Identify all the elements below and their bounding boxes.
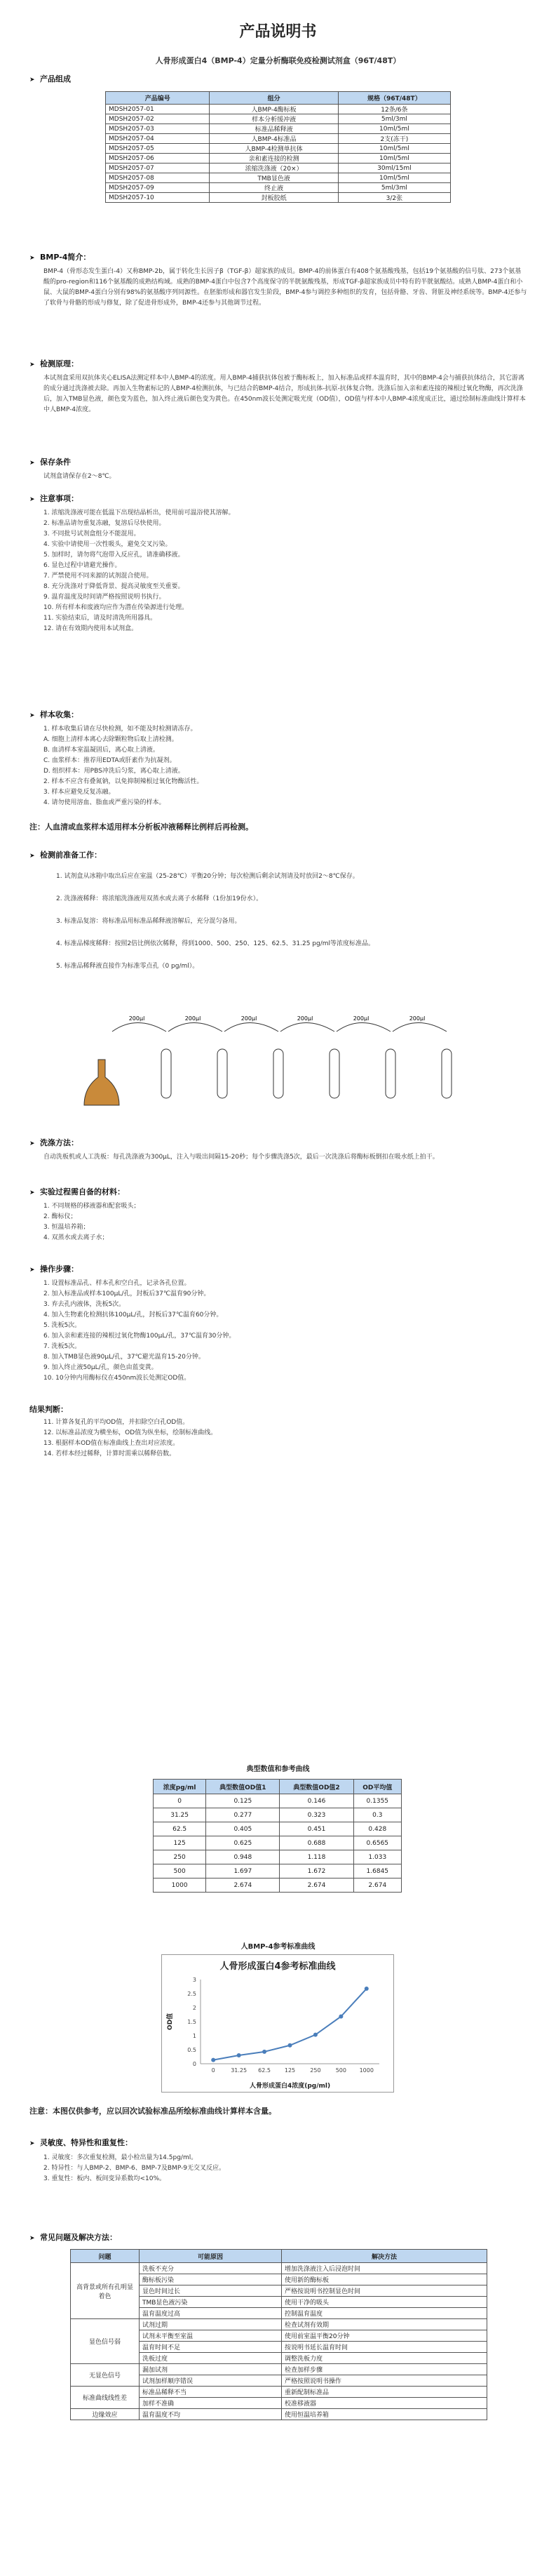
table-row <box>106 193 451 203</box>
table-cell: 试剂未平衡至室温 <box>140 2330 282 2342</box>
table-header: 规格（96T/48T） <box>338 92 450 105</box>
y-tick-label: 2 <box>192 2005 196 2011</box>
list-item: 2. 洗涤液稀释：将浓缩洗涤液用双蒸水或去离子水稀释（1份加19份水）。 <box>56 895 263 902</box>
section-heading: 灵敏度、特异性和重复性： <box>40 2138 133 2147</box>
table-cell: 使用前室温平衡20分钟 <box>282 2330 487 2342</box>
table-row <box>106 114 451 124</box>
table-cell: TMB显色液污染 <box>140 2297 282 2308</box>
table-cell: MDSH2057-08 <box>106 173 210 183</box>
bullet-icon: ➤ <box>29 853 35 860</box>
table-cell: 0.277 <box>206 1808 280 1822</box>
list-item: 2. 特异性：与人BMP-2、BMP-6、BMP-7及BMP-9无交叉反应。 <box>43 2165 226 2172</box>
table-cell: 0 <box>154 1794 206 1808</box>
list-item: 6. 显色过程中请避光操作。 <box>43 562 121 569</box>
section-heading: 洗涤方法： <box>40 1138 79 1147</box>
list-item: B. 血清样本室温凝固后，离心取上清液。 <box>43 747 159 754</box>
table-cell: MDSH2057-09 <box>106 183 210 193</box>
table-cell: 10ml/5ml <box>338 124 450 134</box>
table-cell: MDSH2057-06 <box>106 154 210 163</box>
table-cell: 亲和素连接的检测 <box>210 154 338 163</box>
table-cell: 2支(冻干) <box>338 134 450 144</box>
table-cell: 500 <box>154 1864 206 1878</box>
table-row <box>154 1836 402 1850</box>
list-item: 1. 试剂盒从冰箱中取出后应在室温（25-28℃）平衡20分钟；每次检测后剩余试剂请及时放回2～8℃保存。 <box>56 873 359 880</box>
section-precautions <box>29 493 79 504</box>
table-row <box>154 1850 402 1864</box>
list-item: 11. 实验结束后，请及时清洗所用器具。 <box>43 615 157 622</box>
table-cell: MDSH2057-03 <box>106 124 210 134</box>
list-item: 4. 双蒸水或去离子水； <box>43 1234 109 1241</box>
table-cell: 0.323 <box>280 1808 353 1822</box>
troubleshoot-table <box>70 2249 487 2420</box>
table-cell: MDSH2057-02 <box>106 114 210 124</box>
table-header: 可能原因 <box>140 2250 282 2263</box>
table-cell: 1.118 <box>280 1850 353 1864</box>
table-cell: 温育时间不足 <box>140 2342 282 2353</box>
section-heading: 实验过程需自备的材料： <box>40 1187 125 1196</box>
section-heading: 保存条件 <box>40 458 71 467</box>
table-row <box>154 1808 402 1822</box>
table-row <box>106 173 451 183</box>
problem-cell: 边缘效应 <box>71 2409 140 2420</box>
transfer-arrow <box>337 1023 391 1032</box>
table-cell: 250 <box>154 1850 206 1864</box>
chart-title: 人骨形成蛋白4参考标准曲线 <box>219 1961 336 1972</box>
table-cell: 控制温育温度 <box>282 2308 487 2319</box>
table-cell: 加样不准确 <box>140 2398 282 2409</box>
data-point <box>237 2053 241 2057</box>
list-item: 1. 设置标准品孔、样本孔和空白孔，记录各孔位置。 <box>43 1280 191 1287</box>
list-item: 5. 标准品稀释液直接作为标准零点孔（0 pg/ml）。 <box>56 963 199 970</box>
table-cell: 使用干净的吸头 <box>282 2297 487 2308</box>
x-tick-label: 62.5 <box>258 2067 271 2074</box>
table-row <box>71 2364 487 2375</box>
list-item: 6. 加入亲和素连接的辣根过氧化物酶100μL/孔，37℃温育30分钟。 <box>43 1333 236 1340</box>
list-item: 9. 温育温度及时间请严格按照说明书执行。 <box>43 594 165 601</box>
table-cell: 1.672 <box>280 1864 353 1878</box>
section-composition <box>29 73 71 84</box>
y-tick-label: 1.5 <box>187 2019 196 2025</box>
section-heading: 检测原理： <box>40 359 79 368</box>
x-tick-label: 125 <box>284 2067 296 2074</box>
list-item: 10. 所有样本和废液均应作为潜在传染源进行处理。 <box>43 604 189 611</box>
table-cell: 标准品稀释不当 <box>140 2387 282 2398</box>
table-cell: 洗板不充分 <box>140 2263 282 2274</box>
transfer-arrow <box>112 1023 166 1032</box>
table-cell: 2.674 <box>206 1878 280 1893</box>
tube-label: 200μl <box>184 1015 201 1022</box>
list-item: 4. 标准品梯度稀释：按照2倍比例依次稀释，得到1000、500、250、125、62.5、31.25 pg/ml等浓度标准品。 <box>56 940 375 947</box>
section-wash <box>29 1137 79 1148</box>
list-item: 2. 酶标仪； <box>43 1213 77 1220</box>
table-row <box>106 134 451 144</box>
table-cell: 1000 <box>154 1878 206 1893</box>
table-header: 典型数值OD值2 <box>280 1780 353 1794</box>
table-row <box>154 1794 402 1808</box>
table-row <box>71 2409 487 2420</box>
flask-icon <box>84 1060 119 1105</box>
section-troubleshoot <box>29 2231 117 2243</box>
y-axis-label: OD值 <box>167 2013 174 2031</box>
list-item: 12. 请在有效期内使用本试剂盒。 <box>43 625 138 632</box>
list-item: 3. 恒温培养箱； <box>43 1224 90 1231</box>
section-storage <box>29 456 71 467</box>
bullet-icon: ➤ <box>29 361 35 368</box>
tube-icon <box>273 1049 283 1098</box>
y-tick-label: 0.5 <box>187 2047 196 2053</box>
list-item: 3. 重复性：板内、板间变异系数均<10%。 <box>43 2175 165 2182</box>
transfer-arrow <box>168 1023 222 1032</box>
sample-list <box>43 724 527 808</box>
sensitivity-list <box>43 2153 527 2184</box>
table-row <box>154 1878 402 1893</box>
list-item: 5. 加样时，请勿将气泡带入反应孔，请准确移液。 <box>43 552 184 559</box>
table-cell: 1.033 <box>353 1850 401 1864</box>
list-item: 13. 根据样本OD值在标准曲线上查出对应浓度。 <box>43 1440 179 1447</box>
table-row <box>106 124 451 134</box>
table-cell: MDSH2057-05 <box>106 144 210 154</box>
list-item: 4. 请勿使用溶血、脂血或严重污染的样本。 <box>43 799 165 806</box>
sample-note: 注：人血清或血浆样本适用样本分析板冲液稀释比例样后再检测。 <box>29 822 253 832</box>
table-cell: 封板胶纸 <box>210 193 338 203</box>
principle-text: 本试剂盒采用双抗体夹心ELISA法测定样本中人BMP-4的浓度。用人BMP-4捕获抗体包被于酶标板上，加入标准品或样本温育时，其中的BMP-4会与捕获抗体结合，其它游离的成分通过洗涤被去除。再加入生物素标记的人BMP-4检测抗体，与已结合的BMP-4结合，形成抗体-抗原-抗体复合物。洗涤后加入亲和素连接的辣根过氧化物酶，再次洗涤后，加入TMB显色液，颜色变为蓝色，加入终止液后颜色变为黄色。在450nm波长处测定吸光度（OD值），OD值与样本中人BMP-4浓度成正比，通过绘制标准曲线计算样本中人BMP-4浓度。 <box>43 375 526 413</box>
bullet-icon: ➤ <box>29 1140 35 1147</box>
list-item: 7. 严禁使用不同来源的试剂混合使用。 <box>43 573 153 580</box>
table-header: 解决方法 <box>282 2250 487 2263</box>
table-header: 典型数值OD值1 <box>206 1780 280 1794</box>
section-heading: 样本收集： <box>40 710 79 719</box>
table-cell: 3/2张 <box>338 193 450 203</box>
table-cell: 0.688 <box>280 1836 353 1850</box>
tube-label: 200μl <box>297 1015 313 1022</box>
x-tick-label: 500 <box>335 2067 346 2074</box>
table-cell: 调整洗板力度 <box>282 2353 487 2364</box>
bullet-icon: ➤ <box>29 76 35 84</box>
chart-caption: 人BMP-4参考标准曲线 <box>240 1943 316 1951</box>
wash-text: 自动洗板机或人工洗板：每孔洗涤液为300μL，注入与吸出间隔15-20秒；每个步骤洗涤5次，最后一次洗涤后将酶标板倒扣在吸水纸上拍干。 <box>43 1154 439 1161</box>
tube-icon <box>442 1049 452 1098</box>
table-row <box>71 2319 487 2330</box>
table-row <box>106 144 451 154</box>
tube-label: 200μl <box>240 1015 257 1022</box>
table-cell: 0.451 <box>280 1822 353 1836</box>
section-prep <box>29 849 102 860</box>
list-item: 11. 计算各复孔的平均OD值，并扣除空白孔OD值。 <box>43 1419 189 1426</box>
section-heading: 注意事项： <box>40 494 79 503</box>
list-item: 4. 实验中请使用一次性吸头，避免交叉污染。 <box>43 541 172 548</box>
data-point <box>313 2033 318 2037</box>
table-cell: 试剂加样顺序错误 <box>140 2375 282 2387</box>
materials-list <box>43 1201 527 1243</box>
data-point <box>288 2043 292 2048</box>
table-cell: 12条/6条 <box>338 105 450 114</box>
table-cell: 人BMP-4标准品 <box>210 134 338 144</box>
table-cell: 温育温度过高 <box>140 2308 282 2319</box>
ref-caption: 典型数值和参考曲线 <box>246 1766 310 1773</box>
x-tick-label: 0 <box>211 2067 215 2074</box>
chart-note: 注意：本图仅供参考，应以回次试验标准品所绘标准曲线计算样本含量。 <box>29 2107 276 2116</box>
table-cell: 按说明书延长温育时间 <box>282 2342 487 2353</box>
table-cell: 2.674 <box>280 1878 353 1893</box>
table-cell: 洗板过度 <box>140 2353 282 2364</box>
tube-icon <box>161 1049 171 1098</box>
table-cell: 0.405 <box>206 1822 280 1836</box>
data-point <box>262 2050 266 2054</box>
section-heading: BMP-4简介： <box>40 253 91 262</box>
list-item: 3. 标准品复溶：将标准品用标准品稀释液溶解后，充分混匀备用。 <box>56 918 241 925</box>
table-cell: 62.5 <box>154 1822 206 1836</box>
section-heading: 检测前准备工作： <box>40 850 102 860</box>
bullet-icon: ➤ <box>29 496 35 503</box>
table-cell: 0.625 <box>206 1836 280 1850</box>
problem-cell: 高背景或所有孔明显着色 <box>71 2263 140 2319</box>
table-cell: 严格按说明书控制显色时间 <box>282 2285 487 2297</box>
list-item: C. 血浆样本：推荐用EDTA或肝素作为抗凝剂。 <box>43 757 176 764</box>
list-item: 14. 若样本经过稀释，计算时需乘以稀释倍数。 <box>43 1450 176 1457</box>
problem-cell: 显色信号弱 <box>71 2319 140 2364</box>
list-item: 3. 样本应避免反复冻融。 <box>43 789 115 796</box>
table-cell: 10ml/5ml <box>338 173 450 183</box>
tube-icon <box>386 1049 395 1098</box>
data-point <box>339 2015 343 2019</box>
page-subtitle: 人骨形成蛋白4（BMP-4）定量分析酶联免疫检测试剂盒（96T/48T） <box>155 56 401 65</box>
table-cell: MDSH2057-01 <box>106 105 210 114</box>
transfer-arrow <box>393 1023 447 1032</box>
table-cell: 1.6845 <box>353 1864 401 1878</box>
table-row <box>71 2263 487 2274</box>
list-item: 2. 加入标准品或样本100μL/孔，封板后37℃温育90分钟。 <box>43 1290 210 1297</box>
list-item: 2. 标准品请勿重复冻融，复溶后尽快使用。 <box>43 520 165 527</box>
table-cell: 试剂过期 <box>140 2319 282 2330</box>
table-cell: 30ml/15ml <box>338 163 450 173</box>
list-item: 1. 浓缩洗涤液可能在低温下出现结晶析出，使用前可温浴使其溶解。 <box>43 509 235 516</box>
tube-label: 200μl <box>409 1015 426 1022</box>
table-cell: 0.1355 <box>353 1794 401 1808</box>
bullet-icon: ➤ <box>29 2235 35 2242</box>
bullet-icon: ➤ <box>29 2140 35 2147</box>
table-cell: 31.25 <box>154 1808 206 1822</box>
table-cell: 重新配制标准品 <box>282 2387 487 2398</box>
list-item: 7. 洗板5次。 <box>43 1343 81 1350</box>
table-cell: 使用新的酶标板 <box>282 2274 487 2285</box>
table-cell: 0.948 <box>206 1850 280 1864</box>
list-item: 3. 弃去孔内液体，洗板5次。 <box>43 1301 126 1308</box>
table-cell: 0.3 <box>353 1808 401 1822</box>
table-cell: 标准品稀释液 <box>210 124 338 134</box>
table-row <box>154 1864 402 1878</box>
table-cell: 人BMP-4检测单抗体 <box>210 144 338 154</box>
precautions-list <box>43 508 527 634</box>
table-header: 组分 <box>210 92 338 105</box>
table-cell: 温育温度不均 <box>140 2409 282 2420</box>
section-heading: 操作步骤： <box>40 1264 79 1274</box>
list-item: 8. 加入TMB显色液90μL/孔，37℃避光温育15-20分钟。 <box>43 1354 205 1361</box>
table-row <box>154 1822 402 1836</box>
section-materials <box>29 1186 125 1197</box>
table-cell: 浓缩洗涤液（20×） <box>210 163 338 173</box>
table-cell: 2.674 <box>353 1878 401 1893</box>
list-item: 4. 加入生物素化检测抗体100μL/孔，封板后37℃温育60分钟。 <box>43 1312 223 1319</box>
section-heading: 常见问题及解决方法： <box>40 2233 117 2242</box>
table-cell: 125 <box>154 1836 206 1850</box>
list-item: 3. 不同批号试剂盒组分不能混用。 <box>43 530 140 538</box>
steps-list <box>43 1279 527 1384</box>
bullet-icon: ➤ <box>29 1267 35 1274</box>
bullet-icon: ➤ <box>29 1189 35 1196</box>
table-cell: 5ml/3ml <box>338 183 450 193</box>
table-cell: 漏加试剂 <box>140 2364 282 2375</box>
list-item: D. 组织样本：用PBS冲洗后匀浆，离心取上清液。 <box>43 768 184 775</box>
x-tick-label: 31.25 <box>231 2067 248 2074</box>
tube-label: 200μl <box>353 1015 369 1022</box>
table-cell: MDSH2057-04 <box>106 134 210 144</box>
table-cell: 检查加样步骤 <box>282 2364 487 2375</box>
list-item: 8. 充分洗涤对于降低背景、提高灵敏度至关重要。 <box>43 583 184 590</box>
table-cell: MDSH2057-10 <box>106 193 210 203</box>
table-row <box>71 2387 487 2398</box>
data-point <box>211 2058 215 2062</box>
table-cell: 0.428 <box>353 1822 401 1836</box>
table-cell: 使用恒温培养箱 <box>282 2409 487 2420</box>
x-tick-label: 250 <box>310 2067 321 2074</box>
transfer-arrow <box>280 1023 334 1032</box>
table-row <box>106 183 451 193</box>
table-cell: 样本分析缓冲液 <box>210 114 338 124</box>
reference-table <box>153 1779 402 1893</box>
composition-table <box>105 91 451 203</box>
table-cell: TMB显色液 <box>210 173 338 183</box>
table-cell: 0.125 <box>206 1794 280 1808</box>
tube-icon <box>330 1049 339 1098</box>
table-cell: 增加洗涤液注入后浸泡时间 <box>282 2263 487 2274</box>
table-cell: 校准移液器 <box>282 2398 487 2409</box>
data-point <box>365 1987 369 1991</box>
table-cell: 5ml/3ml <box>338 114 450 124</box>
page-title: 产品说明书 <box>239 23 317 41</box>
storage-text: 试剂盒请保存在2～8℃。 <box>43 473 116 480</box>
table-cell: 人BMP-4酶标板 <box>210 105 338 114</box>
table-cell: 10ml/5ml <box>338 144 450 154</box>
y-tick-label: 0 <box>192 2061 196 2067</box>
list-item: 1. 灵敏度：多次重复检测，最小检出量为14.5pg/ml。 <box>43 2154 198 2161</box>
problem-cell: 标准曲线线性差 <box>71 2387 140 2409</box>
table-header: 问题 <box>71 2250 140 2263</box>
tube-icon <box>217 1049 227 1098</box>
y-tick-label: 2.5 <box>187 1991 196 1997</box>
table-cell: 酶标板污染 <box>140 2274 282 2285</box>
table-cell: 检查试剂有效期 <box>282 2319 487 2330</box>
section-calc <box>29 1403 68 1415</box>
y-tick-label: 1 <box>192 2033 196 2039</box>
problem-cell: 无显色信号 <box>71 2364 140 2387</box>
section-sensitivity <box>29 2137 133 2148</box>
list-item: 10. 10分钟内用酶标仪在450nm波长处测定OD值。 <box>43 1375 191 1382</box>
table-row <box>106 154 451 163</box>
section-principle <box>29 358 79 369</box>
table-cell: 0.6565 <box>353 1836 401 1850</box>
table-row <box>106 163 451 173</box>
table-header: OD平均值 <box>353 1780 401 1794</box>
series-line <box>213 1989 367 2060</box>
dilution-diagram <box>70 1010 491 1116</box>
intro-text: BMP-4（骨形态发生蛋白-4）又称BMP-2b，属于转化生长因子β（TGF-β）超家族的成员。BMP-4的前体蛋白有408个氨基酸残基，包括19个氨基酸的信号肽、273个氨基酸的pro-region和116个氨基酸的成熟结构域。成熟的BMP-4蛋白中包含7个高度保守的半胱氨酸残基，形成TGF-β超家族成员中特有的半胱氨酸结。成熟人BMP-4蛋白和小鼠、大鼠的BMP-4蛋白分别有98%的氨基酸序列同源性。在胚胎形成和器官发生阶段，BMP-4参与调控多种组织的发育，包括骨骼、牙齿、肾脏及神经系统等。BMP-4还参与了软骨与骨骼的形成与修复，除了促进骨形成外，BMP-4还参与其他调节过程。 <box>43 268 527 307</box>
section-steps <box>29 1263 79 1274</box>
section-intro <box>29 251 90 262</box>
section-sample <box>29 709 79 720</box>
list-item: 12. 以标准品浓度为横坐标，OD值为纵坐标，绘制标准曲线。 <box>43 1429 217 1436</box>
list-item: 5. 洗板5次。 <box>43 1322 81 1329</box>
table-cell: 1.697 <box>206 1864 280 1878</box>
list-item: 9. 加入终止液50μL/孔，颜色由蓝变黄。 <box>43 1364 158 1371</box>
table-cell: 严格按照说明书操作 <box>282 2375 487 2387</box>
list-item: 1. 样本收集后请在尽快检测，如不能及时检测请冻存。 <box>43 726 197 733</box>
bullet-icon: ➤ <box>29 460 35 467</box>
y-tick-label: 3 <box>192 1977 196 1983</box>
bullet-icon: ➤ <box>29 712 35 719</box>
transfer-arrow <box>224 1023 278 1032</box>
table-cell: 显色时间过长 <box>140 2285 282 2297</box>
list-item: A. 细胞上清样本离心去除颗粒物后取上清检测。 <box>43 736 178 743</box>
table-cell: MDSH2057-07 <box>106 163 210 173</box>
calc-list <box>43 1417 527 1460</box>
list-item: 2. 样本不应含有叠氮钠，以免抑制辣根过氧化物酶活性。 <box>43 778 203 785</box>
standard-curve-chart <box>161 1954 394 2093</box>
table-header: 产品编号 <box>106 92 210 105</box>
list-item: 1. 不同规格的移液器和配套吸头； <box>43 1203 140 1210</box>
table-cell: 终止液 <box>210 183 338 193</box>
table-header: 浓度pg/ml <box>154 1780 206 1794</box>
section-heading: 结果判断： <box>29 1405 68 1414</box>
x-tick-label: 1000 <box>359 2067 374 2074</box>
prep-list <box>56 870 505 982</box>
table-row <box>106 105 451 114</box>
section-heading: 产品组成 <box>40 74 71 84</box>
table-cell: 0.146 <box>280 1794 353 1808</box>
bullet-icon: ➤ <box>29 255 35 262</box>
x-axis-label: 人骨形成蛋白4浓度(pg/ml) <box>249 2083 331 2090</box>
tube-label: 200μl <box>128 1015 145 1022</box>
table-cell: 10ml/5ml <box>338 154 450 163</box>
